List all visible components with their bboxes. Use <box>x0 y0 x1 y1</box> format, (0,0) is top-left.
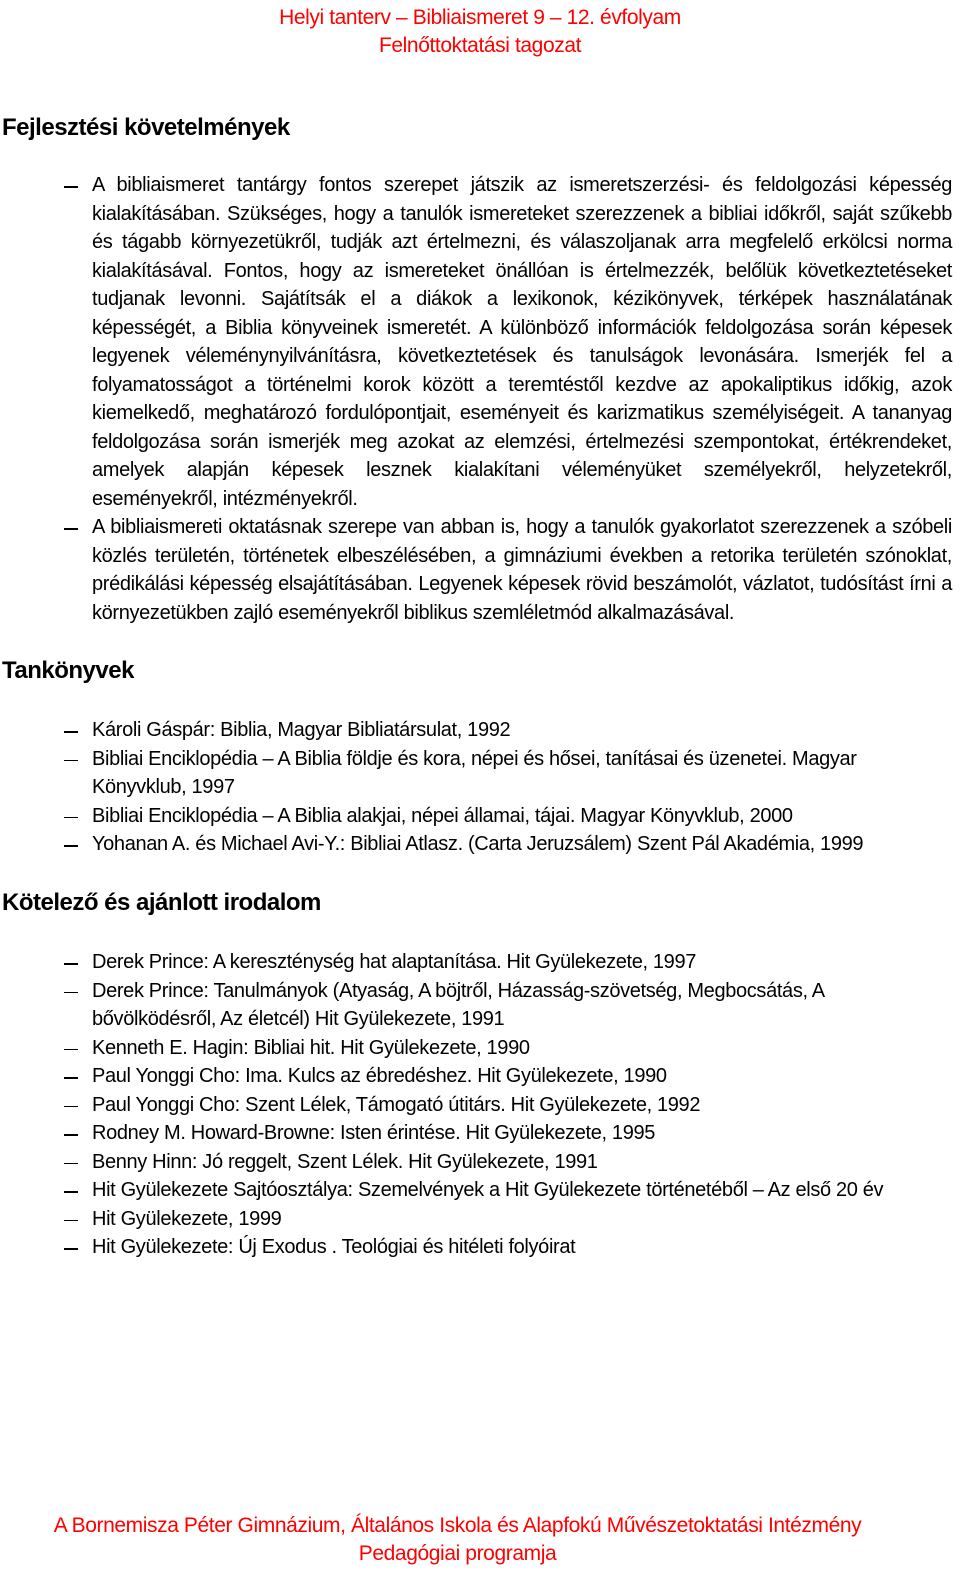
list-item-text: Paul Yonggi Cho: Ima. Kulcs az ébredéshez. Hit Gyülekezete, 1990 <box>92 1065 667 1087</box>
list-item <box>0 802 952 831</box>
list-item <box>0 745 952 802</box>
development-list <box>0 171 952 627</box>
list-item <box>0 1205 952 1234</box>
header-subtitle: Felnőttoktatási tagozat <box>378 34 582 57</box>
list-item-text: Károli Gáspár: Biblia, Magyar Bibliatársulat, 1992 <box>92 719 511 741</box>
list-item <box>0 1091 952 1120</box>
list-item <box>0 1034 952 1063</box>
list-item <box>0 948 952 977</box>
list-item-text: Bibliai Enciklopédia – A Biblia földje és kora, népei és hősei, tanításai és üzenetei. Magyar Könyvklub, 1997 <box>92 747 857 798</box>
list-item <box>0 1233 952 1262</box>
list-item-text: Paul Yonggi Cho: Szent Lélek, Támogató útitárs. Hit Gyülekezete, 1992 <box>92 1093 701 1116</box>
list-item <box>0 716 952 745</box>
list-item <box>0 1148 952 1177</box>
header-title: Helyi tanterv – Bibliaismeret 9 – 12. évfolyam <box>279 6 681 29</box>
page-header <box>0 4 960 60</box>
list-item <box>0 171 952 513</box>
footer-document-title: Pedagógiai programja <box>358 1542 557 1565</box>
list-item-text: Hit Gyülekezete Sajtóosztálya: Szemelvények a Hit Gyülekezete történetéből – Az első 20 év <box>92 1179 884 1201</box>
list-item-text: Derek Prince: A kereszténység hat alaptanítása. Hit Gyülekezete, 1997 <box>92 951 696 973</box>
list-item-text: Rodney M. Howard-Browne: Isten érintése. Hit Gyülekezete, 1995 <box>92 1122 656 1144</box>
list-item-text: Hit Gyülekezete: Új Exodus . Teológiai és hitéleti folyóirat <box>92 1236 576 1258</box>
list-item <box>0 1062 952 1091</box>
list-item-text: Kenneth E. Hagin: Bibliai hit. Hit Gyülekezete, 1990 <box>92 1036 530 1059</box>
literature-heading: Kötelező és ajánlott irodalom <box>2 889 321 916</box>
list-item <box>0 830 952 859</box>
list-item <box>0 977 952 1034</box>
footer-institution: A Bornemisza Péter Gimnázium, Általános Iskola és Alapfokú Művészetoktatási Intézmény <box>53 1514 862 1537</box>
textbooks-heading: Tankönyvek <box>2 657 134 684</box>
list-item-text: A bibliaismeret tantárgy fontos szerepet játszik az ismeretszerzési- és feldolgozási képesség kialakításában. Szükséges, hogy a tanulók ismereteket szerezzenek a bibliai időkről, saját szűkebb és tágabb környezetükről, tudják azt értelmezni, és válaszoljanak arra megfelelő erkölcsi norma kialakításával. Fontos, hogy az ismereteket önállóan is értelmezzék, belőlük következtetéseket tudjanak levonni. Sajátítsák el a diákok a lexikonok, kézikönyvek, térképek használatának képességét, a Biblia könyveinek ismeretét. A különböző információk feldolgozása során képesek legyenek véleménynyilvánításra, következtetések és tanulságok levonására. Ismerjék fel a folyamatosságot a történelmi korok között a teremtéstől kezdve az apokaliptikus időkig, azok kiemelkedő, meghatározó fordulópontjait, eseményeit és karizmatikus személyiségeit. A tananyag feldolgozása során ismerjék meg azokat az elemzési, értelmezési szempontokat, értékrendeket, amelyek alapján képesek lesznek kialakítani véleményüket személyekről, helyzetekről, eseményekről, intézményekről. <box>92 174 952 510</box>
development-heading: Fejlesztési követelmények <box>2 114 290 141</box>
list-item-text: Benny Hinn: Jó reggelt, Szent Lélek. Hit Gyülekezete, 1991 <box>92 1150 598 1173</box>
page-footer <box>0 1512 915 1568</box>
list-item <box>0 1176 952 1205</box>
list-item-text: Derek Prince: Tanulmányok (Atyaság, A böjtről, Házasság-szövetség, Megbocsátás, A bővölködésről, Az életcél) Hit Gyülekezete, 1991 <box>92 979 824 1030</box>
list-item <box>0 513 952 627</box>
list-item <box>0 1119 952 1148</box>
list-item-text: Yohanan A. és Michael Avi-Y.: Bibliai Atlasz. (Carta Jeruzsálem) Szent Pál Akadémia, 1999 <box>92 833 864 855</box>
list-item-text: Hit Gyülekezete, 1999 <box>92 1207 282 1230</box>
textbooks-list <box>0 716 952 859</box>
list-item-text: Bibliai Enciklopédia – A Biblia alakjai, népei államai, tájai. Magyar Könyvklub, 2000 <box>92 804 793 827</box>
list-item-text: A bibliaismereti oktatásnak szerepe van abban is, hogy a tanulók gyakorlatot szerezzenek a szóbeli közlés területén, történetek elbeszélésében, a gimnáziumi években a retorika területén szónoklat, prédikálási képesség elsajátításában. Legyenek képesek rövid beszámolót, vázlatot, tudósítást írni a környezetükben zajló eseményekről biblikus szemléletmód alkalmazásával. <box>92 516 952 624</box>
literature-list <box>0 948 952 1262</box>
